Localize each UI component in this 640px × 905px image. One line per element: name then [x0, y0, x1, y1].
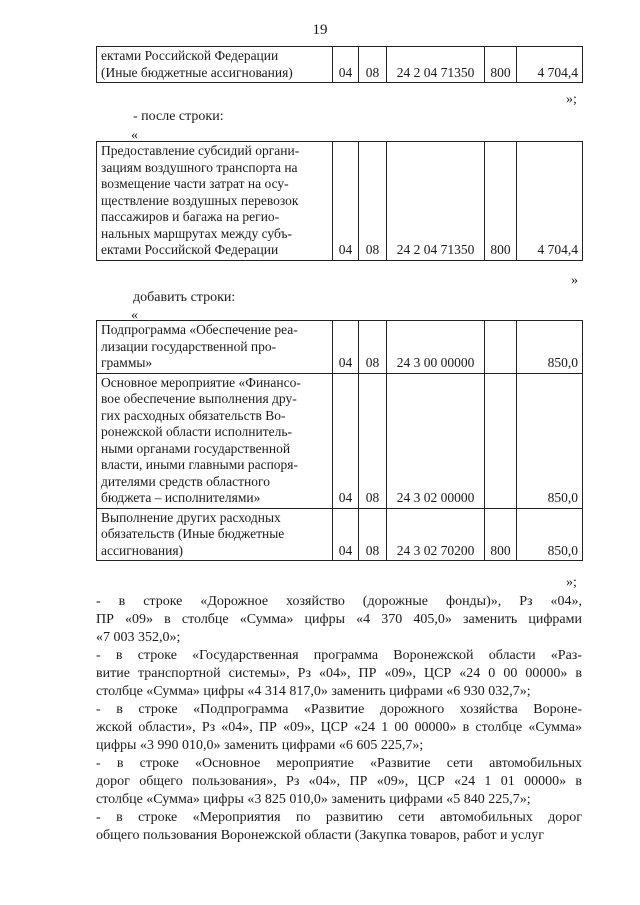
paragraph-line: витие транспортной системы», Рз «04», ПР «09», ЦСР «24 0 00 00000» в [96, 666, 582, 681]
quote-close-marker: »; [566, 575, 577, 590]
expense-name-line: (Иные бюджетные ассигнования) [101, 64, 293, 80]
paragraph-line: столбце «Сумма» цифры «3 825 010,0» заменить цифрами «5 840 225,7»; [96, 792, 531, 807]
csr-cell: 24 2 04 71350 [387, 142, 485, 261]
expense-name-cell [97, 47, 333, 83]
expense-name-line: ными органами государственной [101, 440, 291, 456]
quote-open-marker: « [131, 308, 138, 323]
paragraph-line: - в строке «Дорожное хозяйство (дорожные фонды)», Рз «04», [96, 594, 582, 609]
expense-name-cell [97, 321, 333, 374]
paragraph-line: «7 003 352,0»; [96, 630, 181, 645]
expense-name-line: бюджета – исполнителями» [101, 490, 261, 505]
expense-name-line: лизации государственной про- [101, 338, 277, 354]
after-row-label: - после строки: [133, 109, 224, 124]
table-row [97, 321, 583, 374]
rz-cell: 04 [333, 47, 359, 83]
sum-cell: 850,0 [517, 321, 583, 374]
expense-name-line: обязательств (Иные бюджетные [101, 526, 285, 541]
quote-close-marker: » [571, 273, 578, 288]
rz-cell: 04 [333, 508, 359, 561]
paragraph-line: цифры «3 990 010,0» заменить цифрами «6 605 225,7»; [96, 738, 424, 753]
expense-name-line: ектами Российской Федерации [101, 48, 279, 63]
csr-cell: 24 3 02 70200 [387, 508, 485, 561]
csr-cell: 24 3 02 00000 [387, 373, 485, 508]
expense-name-line: Подпрограмма «Обеспечение реа- [101, 322, 298, 337]
table-row [97, 47, 583, 83]
csr-cell: 24 2 04 71350 [387, 47, 485, 83]
expense-name-line: ронежской области исполнитель- [101, 424, 292, 439]
expense-name-cell [97, 142, 333, 261]
expense-name-line: граммы» [101, 355, 153, 370]
amendment-paragraph-1 [96, 593, 582, 647]
page-number: 19 [312, 22, 328, 38]
rz-cell: 04 [333, 321, 359, 374]
sum-cell: 4 704,4 [517, 47, 583, 83]
paragraph-line: общего пользования Воронежской области (Закупка товаров, работ и услуг [96, 828, 544, 843]
paragraph-line: - в строке «Основное мероприятие «Развитие сети автомобильных [96, 756, 582, 771]
paragraph-line: дорог общего пользования», Рз «04», ПР «09», ЦСР «24 1 01 00000» в [96, 774, 582, 789]
expense-name-line: Предоставление субсидий органи- [101, 143, 300, 158]
pr-cell: 08 [359, 321, 387, 374]
sum-cell: 850,0 [517, 508, 583, 561]
add-rows-label: добавить строки: [133, 290, 236, 305]
budget-table-1 [96, 46, 583, 83]
budget-table-2 [96, 141, 583, 261]
expense-name-line: Основное мероприятие «Финансо- [101, 374, 301, 390]
quote-open-marker: « [131, 128, 138, 143]
expense-name-line: дителями средств областного [101, 473, 270, 489]
amendment-paragraph-5 [96, 809, 582, 845]
paragraph-line: - в строке «Мероприятия по развитию сети автомобильных дорог [96, 810, 582, 825]
expense-name-line: ассигнования) [101, 542, 184, 558]
pr-cell: 08 [359, 508, 387, 561]
sum-cell: 4 704,4 [517, 142, 583, 261]
budget-table-3 [96, 320, 583, 561]
paragraph-line: столбце «Сумма» цифры «4 314 817,0» заменить цифрами «6 930 032,7»; [96, 684, 531, 699]
expense-name-line: ществление воздушных перевозок [101, 192, 299, 208]
expense-name-line: зациям воздушного транспорта на [101, 159, 298, 175]
vr-cell: 800 [485, 47, 517, 83]
rz-cell: 04 [333, 142, 359, 261]
vr-cell: 800 [485, 142, 517, 261]
expense-name-line: власти, иными главными распоря- [101, 457, 299, 472]
paragraph-line: - в строке «Подпрограмма «Развитие дорожного хозяйства Вороне- [96, 702, 582, 717]
paragraph-line: - в строке «Государственная программа Воронежской области «Раз- [96, 648, 582, 663]
pr-cell: 08 [359, 373, 387, 508]
expense-name-line: гих расходных обязательств Во- [101, 407, 286, 423]
rz-cell: 04 [333, 373, 359, 508]
amendment-paragraph-4 [96, 755, 582, 809]
table-row [97, 373, 583, 508]
table-row [97, 508, 583, 561]
paragraph-line: жской области», Рз «04», ПР «09», ЦСР «24 1 00 00000» в столбце «Сумма» [96, 720, 582, 735]
sum-cell: 850,0 [517, 373, 583, 508]
expense-name-cell [97, 373, 333, 508]
paragraph-line: ПР «09» в столбце «Сумма» цифры «4 370 405,0» заменить цифрами [96, 612, 582, 627]
expense-name-line: Выполнение других расходных [101, 509, 281, 525]
expense-name-line: нальных маршрутах между субъ- [101, 225, 292, 241]
vr-cell [485, 321, 517, 374]
vr-cell [485, 373, 517, 508]
vr-cell: 800 [485, 508, 517, 561]
expense-name-line: вое обеспечение выполнения дру- [101, 391, 297, 406]
expense-name-line: ектами Российской Федерации [101, 242, 279, 257]
quote-close-marker: »; [566, 92, 577, 107]
expense-name-line: возмещение части затрат на осу- [101, 176, 289, 191]
csr-cell: 24 3 00 00000 [387, 321, 485, 374]
table-row [97, 142, 583, 261]
amendment-paragraph-3 [96, 701, 582, 755]
expense-name-cell [97, 508, 333, 561]
expense-name-line: пассажиров и багажа на регио- [101, 209, 280, 224]
pr-cell: 08 [359, 142, 387, 261]
pr-cell: 08 [359, 47, 387, 83]
amendment-paragraph-2 [96, 647, 582, 701]
